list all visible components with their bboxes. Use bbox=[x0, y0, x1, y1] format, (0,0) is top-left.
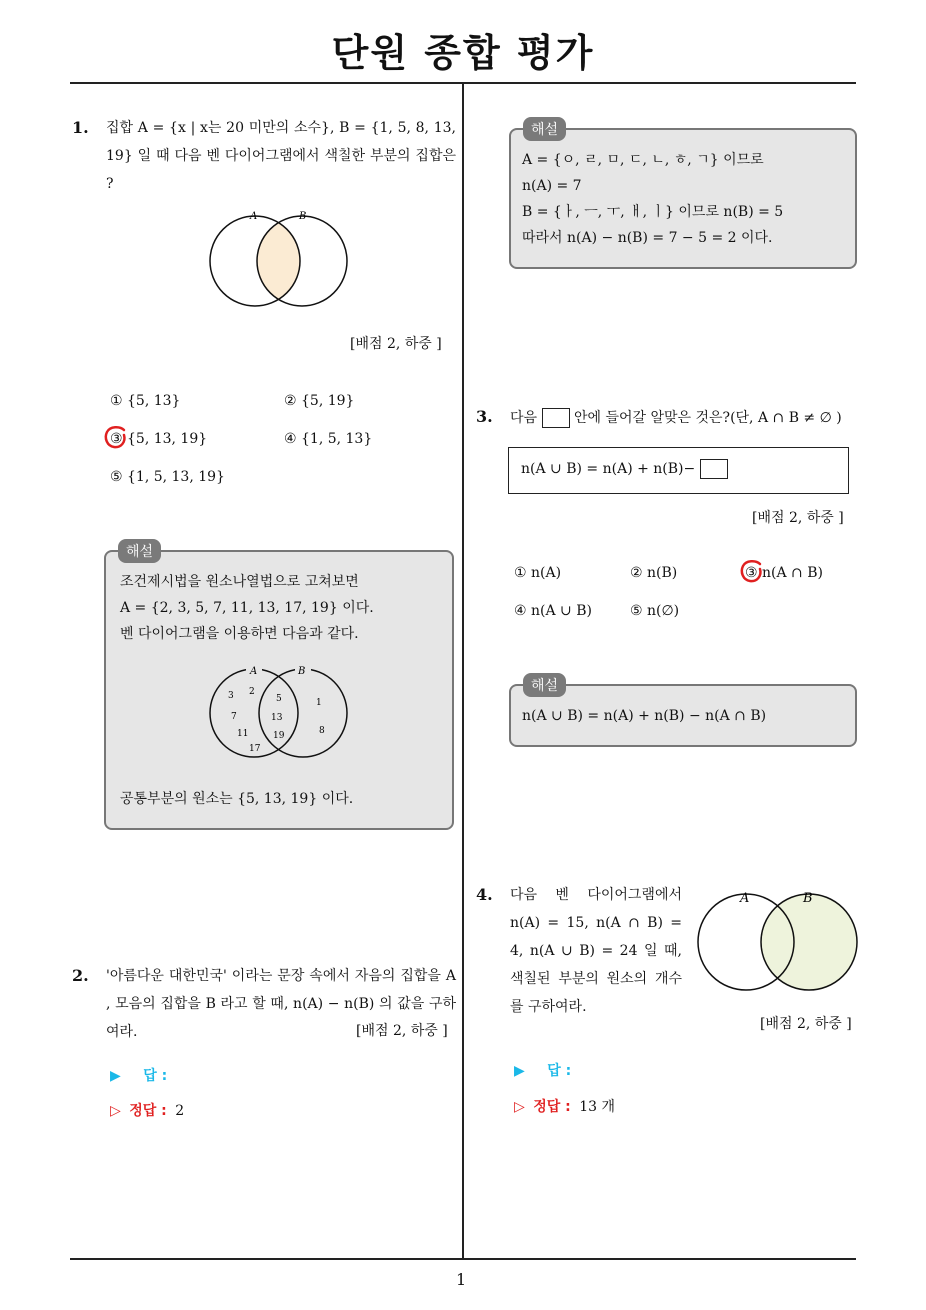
q1-choice-4[interactable]: ④ {1, 5, 13} bbox=[284, 431, 373, 447]
q1-solution-line-4: 공통부분의 원소는 {5, 13, 19} 이다. bbox=[120, 791, 354, 807]
q3-text-after: 안에 들어갈 알맞은 것은?(단, A ∩ B ≠ ∅ ) bbox=[573, 410, 842, 426]
play-outline-icon: ▷ bbox=[514, 1099, 525, 1115]
q1-choice-1[interactable]: ① {5, 13} bbox=[110, 393, 181, 409]
q1-sol-venn-number: 3 bbox=[228, 691, 234, 701]
q2-solution-line-4: 따라서 n(A) − n(B) = 7 − 5 = 2 이다. bbox=[522, 230, 773, 246]
q3-choice-3[interactable]: ③ n(A ∩ B) bbox=[745, 565, 823, 581]
q1-choice-3[interactable]: ③ {5, 13, 19} bbox=[110, 431, 208, 447]
q4-meta: [배점 2, 하중 ] bbox=[760, 1016, 852, 1032]
q1-sol-venn-number: 8 bbox=[319, 726, 325, 736]
page-title: 단원 종합 평가 bbox=[331, 31, 595, 75]
q1-solution-venn-diagram bbox=[200, 660, 360, 765]
q1-sol-venn-label-b: B bbox=[298, 666, 306, 677]
q4-answer-label: 답 : bbox=[547, 1063, 572, 1079]
q4-answer-row bbox=[514, 1060, 571, 1080]
q3-equation-blank bbox=[700, 459, 728, 479]
play-icon: ▶ bbox=[514, 1063, 525, 1079]
q3-blank-box bbox=[542, 408, 570, 428]
q1-sol-venn-number: 2 bbox=[249, 687, 255, 697]
q1-solution-line-3: 벤 다이어그램을 이용하면 다음과 같다. bbox=[120, 626, 359, 642]
q4-text: 다음 벤 다이어그램에서 n(A) = 15, n(A ∩ B) = 4, n(A ∪ B) = 24 일 때, 색칠된 부분의 원소의 개수를 구하여라. bbox=[510, 887, 682, 1015]
q3-equation bbox=[521, 459, 728, 479]
column-divider bbox=[462, 84, 464, 1260]
q4-venn-label-b: B bbox=[803, 891, 813, 906]
q1-sol-venn-number: 17 bbox=[249, 744, 261, 754]
play-icon: ▶ bbox=[110, 1068, 121, 1084]
q4-number: 4. bbox=[476, 885, 493, 904]
q1-sol-venn-number: 11 bbox=[237, 729, 249, 739]
q1-solution-line-2: A = {2, 3, 5, 7, 11, 13, 17, 19} 이다. bbox=[120, 600, 374, 616]
q1-sol-venn-label-a: A bbox=[250, 666, 258, 677]
q1-correct-mark-icon bbox=[102, 424, 130, 452]
q1-venn-label-a: A bbox=[250, 211, 258, 222]
q2-correct-label: 정답 : bbox=[129, 1103, 167, 1119]
q4-correct-label: 정답 : bbox=[533, 1099, 571, 1115]
q2-answer-row bbox=[110, 1065, 167, 1085]
page-number: 1 bbox=[456, 1270, 467, 1289]
footer-rule bbox=[70, 1258, 856, 1260]
q2-solution-tag: 해설 bbox=[523, 117, 566, 141]
q4-venn-label-a: A bbox=[740, 891, 750, 906]
q2-correct-row bbox=[110, 1100, 184, 1120]
q3-equation-text: n(A ∪ B) = n(A) + n(B)− bbox=[521, 461, 696, 477]
q3-choice-4[interactable]: ④ n(A ∪ B) bbox=[514, 603, 592, 619]
q2-text: '아름다운 대한민국' 이라는 문장 속에서 자음의 집합을 A , 모음의 집합을 B 라고 할 때, n(A) − n(B) 의 값을 구하여라. bbox=[106, 968, 456, 1040]
q4-correct-row bbox=[514, 1096, 615, 1116]
q1-solution-tag: 해설 bbox=[118, 539, 161, 563]
q1-solution-line-1: 조건제시법을 원소나열법으로 고쳐보면 bbox=[120, 574, 359, 590]
q1-text: 집합 A = {x | x는 20 미만의 소수}, B = {1, 5, 8, 13, 19} 일 때 다음 벤 다이어그램에서 색칠한 부분의 집합은 ? bbox=[106, 120, 456, 192]
q1-sol-venn-number: 5 bbox=[276, 694, 282, 704]
q3-choice-2[interactable]: ② n(B) bbox=[630, 565, 678, 581]
q1-venn-diagram bbox=[200, 205, 360, 310]
q1-choice-2[interactable]: ② {5, 19} bbox=[284, 393, 355, 409]
q3-number: 3. bbox=[476, 407, 493, 426]
q1-sol-venn-number: 19 bbox=[273, 731, 285, 741]
q4-correct-value: 13 개 bbox=[579, 1099, 616, 1115]
q3-text-before: 다음 bbox=[510, 410, 538, 426]
q3-solution-tag: 해설 bbox=[523, 673, 566, 697]
q1-sol-venn-number: 1 bbox=[316, 698, 322, 708]
play-outline-icon: ▷ bbox=[110, 1103, 121, 1119]
q1-choice-5[interactable]: ⑤ {1, 5, 13, 19} bbox=[110, 469, 225, 485]
q2-correct-value: 2 bbox=[175, 1103, 185, 1119]
q3-correct-mark-icon bbox=[738, 558, 766, 586]
q2-meta: [배점 2, 하중 ] bbox=[356, 1023, 448, 1039]
q3-choice-1[interactable]: ① n(A) bbox=[514, 565, 562, 581]
q2-number: 2. bbox=[72, 966, 89, 985]
q1-sol-venn-number: 7 bbox=[231, 712, 237, 722]
q1-number: 1. bbox=[72, 118, 89, 137]
q1-meta: [배점 2, 하중 ] bbox=[350, 336, 442, 352]
q2-answer-label: 답 : bbox=[143, 1068, 168, 1084]
q2-solution-line-1: A = {ㅇ, ㄹ, ㅁ, ㄷ, ㄴ, ㅎ, ㄱ} 이므로 bbox=[522, 152, 764, 168]
q1-venn-label-b: B bbox=[299, 211, 307, 222]
q3-choice-5[interactable]: ⑤ n(∅) bbox=[630, 603, 680, 619]
q2-solution-line-3: B = {ㅏ, ㅡ, ㅜ, ㅐ, ㅣ} 이므로 n(B) = 5 bbox=[522, 204, 784, 220]
q3-meta: [배점 2, 하중 ] bbox=[752, 510, 844, 526]
q4-venn-diagram bbox=[692, 884, 864, 996]
q2-solution-line-2: n(A) = 7 bbox=[522, 178, 582, 194]
q3-solution-line-1: n(A ∪ B) = n(A) + n(B) − n(A ∩ B) bbox=[522, 708, 767, 724]
q1-sol-venn-number: 13 bbox=[271, 713, 283, 723]
q3-question bbox=[510, 404, 860, 432]
